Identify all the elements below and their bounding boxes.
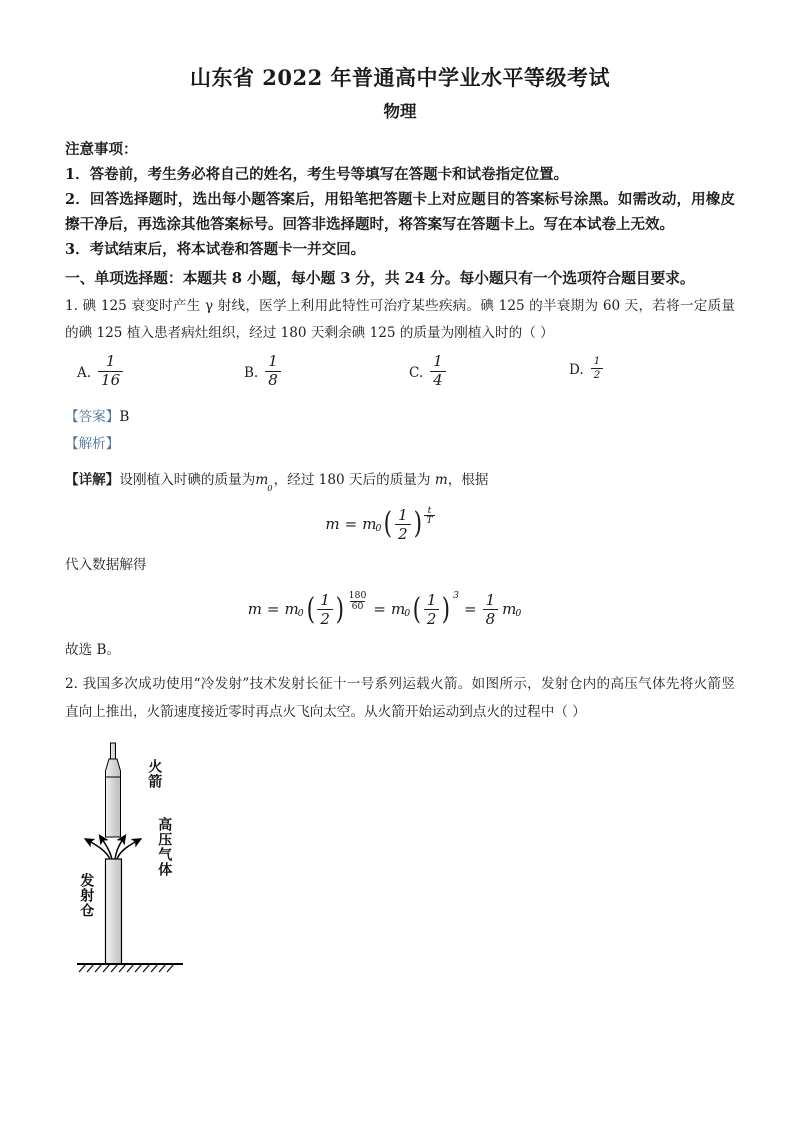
option-d-denominator: 2: [591, 368, 604, 381]
f2-paren-group-1: [305, 589, 369, 628]
f2-base-var-2: m: [390, 600, 406, 619]
f2-base-sub-2: 0: [404, 607, 411, 619]
notice-item-2: 2．回答选择题时，选出每小题答案后，用铅笔把答题卡上对应题目的答案标号涂黑。如需改动，用橡皮擦干净后，再选涂其他答案标号。回答非选择题时，将答案写在答题卡上。写在本试卷上无效。: [65, 191, 735, 234]
detail-var-m0-sub: 0: [267, 483, 273, 494]
analysis-tag: 【解析】: [65, 436, 120, 453]
option-b[interactable]: [244, 354, 281, 389]
question-1-stem: 1. 碘 125 衰变时产生 γ 射线，医学上利用此特性可治疗某些疾病。碘 125 的半衰期为 60 天，若将一定质量的碘 125 植入患者病灶组织，经过 180 天剩余碘 125 的质量为刚植入时的（ ）: [65, 297, 735, 342]
option-a-value: [98, 354, 123, 389]
option-c-denominator: 4: [430, 371, 446, 389]
gas-arrow-left: [102, 839, 112, 859]
ground-hatching: [79, 964, 174, 972]
f2-base-sub: 0: [297, 607, 304, 619]
f2-paren-right-2: ): [442, 591, 451, 627]
option-d[interactable]: [569, 356, 603, 381]
option-c-numerator: 1: [433, 352, 443, 371]
detail-line: [65, 467, 735, 495]
section-heading: 一、单项选择题：本题共 8 小题，每小题 3 分，共 24 分。每小题只有一个选项符合题目要求。: [65, 269, 695, 287]
analysis-line: [65, 431, 735, 458]
f1-eq: =: [344, 515, 358, 534]
f2-base-var: m: [284, 600, 299, 619]
answer-value: B: [119, 409, 130, 426]
detail-tag: 【详解】: [65, 471, 120, 488]
detail-var-m0: m: [255, 471, 269, 488]
f2-result-sub: 0: [515, 607, 522, 619]
page-content: [65, 62, 735, 991]
f2-exp-num: 180: [348, 589, 367, 601]
f1-exponent: [424, 506, 434, 527]
f2-result-fraction: [482, 592, 500, 627]
f2-frac-num-1: 1: [320, 590, 330, 609]
rocket-launch-figure: [65, 741, 325, 991]
answer-tag: 【答案】: [65, 409, 120, 426]
f2-paren-group-2: [411, 589, 460, 628]
option-b-letter: B.: [244, 364, 259, 381]
f2-fraction-2: [423, 592, 441, 627]
f2-exponent-1: [347, 591, 369, 612]
formula-1: [65, 504, 735, 543]
f2-eq1: =: [266, 600, 280, 619]
figure-label-rocket: 火箭: [146, 758, 163, 789]
notice-heading: 注意事项：: [65, 141, 138, 159]
f2-result-den: 8: [483, 609, 499, 627]
f1-lhs: m: [325, 515, 340, 534]
subject-title: 物理: [383, 101, 417, 121]
question-2-stem: 2. 我国多次成功使用“冷发射”技术发射长征十一号系列运载火箭。如图所示，发射仓内的高压气体先将火箭竖直向上推出，火箭速度接近零时再点火飞向太空。从火箭开始运动到点火的过程中（ ）: [65, 675, 735, 720]
f2-result-var: m: [502, 600, 517, 619]
substitute-line: 代入数据解得: [65, 556, 147, 573]
f2-eq3: =: [464, 600, 477, 619]
figure-label-gas: 高压气体: [156, 816, 173, 877]
option-b-numerator: 1: [268, 352, 278, 371]
f2-exponent-2: 3: [453, 589, 460, 601]
f2-paren-left-1: (: [306, 591, 315, 627]
option-b-denominator: 8: [265, 371, 281, 389]
detail-var-m: m: [434, 471, 448, 488]
rocket-diagram-svg: [65, 741, 325, 991]
option-c-value: [430, 354, 446, 389]
f2-eq2: =: [373, 600, 386, 619]
option-d-value: [591, 356, 604, 381]
notice-item-3: 3．考试结束后，将本试卷和答题卡一并交回。: [65, 241, 366, 258]
answer-line: [65, 404, 735, 431]
f1-paren-right: ): [413, 506, 422, 542]
option-a[interactable]: [77, 354, 123, 389]
rocket-tip: [111, 743, 116, 759]
detail-prefix: 设刚植入时碘的质量为: [119, 471, 256, 488]
f2-result-num: 1: [485, 590, 496, 609]
rocket-nose-cone: [106, 759, 121, 777]
option-a-numerator: 1: [105, 352, 116, 371]
f1-exp-den: T: [426, 515, 433, 527]
question-1-options: [65, 354, 735, 404]
option-d-letter: D.: [569, 361, 584, 378]
notice-item-1: 1．答卷前，考生务必将自己的姓名，考生号等填写在答题卡和试卷指定位置。: [65, 166, 569, 184]
f2-exp-den: 60: [351, 600, 364, 612]
detail-mid: ，经过 180 天后的质量为: [273, 471, 431, 488]
option-a-letter: A.: [77, 364, 92, 381]
f1-exp-num: t: [427, 504, 432, 516]
f2-paren-right-1: ): [335, 591, 344, 627]
formula-2: [65, 589, 735, 628]
f2-lhs: m: [247, 600, 262, 619]
f1-base-var: m: [362, 515, 377, 534]
f1-base-sub: 0: [375, 522, 382, 534]
f2-paren-left-2: (: [412, 591, 422, 627]
f2-frac-den-2: 2: [424, 609, 440, 627]
option-a-denominator: 16: [98, 371, 123, 389]
detail-suffix: ，根据: [447, 471, 489, 488]
figure-label-silo: 发射仓: [78, 872, 95, 918]
f2-fraction-1: [316, 592, 334, 627]
page-title: 山东省 2022 年普通高中学业水平等级考试: [189, 65, 611, 90]
option-d-numerator: 1: [593, 355, 601, 368]
option-b-value: [265, 354, 281, 389]
f1-paren-left: (: [384, 506, 393, 542]
f1-frac-den: 2: [395, 524, 411, 542]
option-c-letter: C.: [409, 364, 424, 381]
f2-frac-den-1: 2: [317, 609, 333, 627]
conclusion-line: 故选 B。: [65, 642, 121, 659]
f2-frac-num-2: 1: [426, 590, 437, 609]
option-c[interactable]: [409, 354, 446, 389]
gas-arrow-far-left: [89, 841, 110, 859]
f1-fraction: [394, 507, 412, 542]
f1-paren-group: [382, 504, 434, 543]
rocket-body: [106, 777, 121, 837]
f1-frac-num: 1: [398, 505, 408, 524]
launch-silo: [106, 859, 122, 964]
